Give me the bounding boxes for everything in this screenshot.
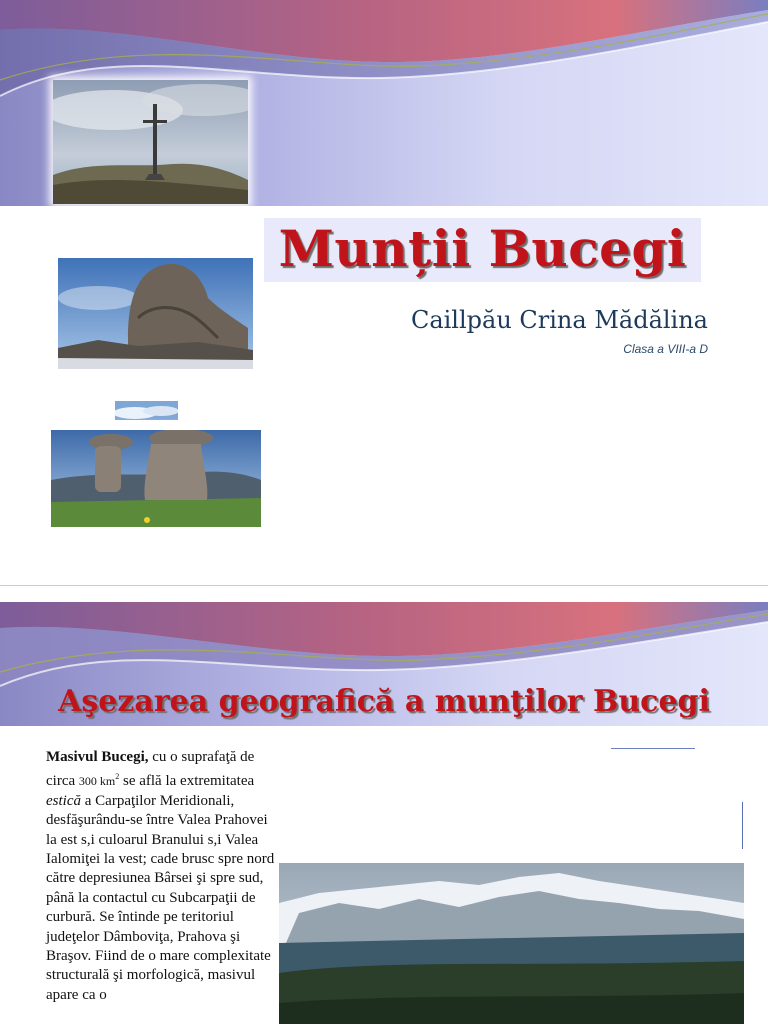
crucea-caraiman-photo — [53, 80, 248, 204]
section-heading: Aşezarea geografică a munţilor Bucegi — [58, 684, 710, 719]
sfinxul-photo — [58, 258, 253, 369]
page-title: Munții Bucegi — [278, 219, 687, 278]
header-band-2 — [0, 602, 768, 726]
area-unit-sup: 2 — [115, 772, 120, 782]
decorative-line — [611, 748, 695, 749]
babele-photo — [51, 430, 261, 527]
small-sky-photo — [115, 401, 178, 420]
class-label: Clasa a VIII-a D — [623, 342, 708, 356]
geography-paragraph — [46, 748, 276, 1005]
slide-divider — [0, 585, 768, 586]
bucegi-panorama-photo — [279, 863, 744, 1024]
author-name: Caillpău Crina Mădălina — [410, 306, 708, 334]
decorative-vertical-line — [742, 802, 743, 849]
geography-slide — [0, 602, 768, 1024]
area-value: 300 km — [78, 774, 116, 789]
paragraph-bold-start: Masivul Bucegi, — [46, 749, 149, 765]
paragraph-part1: cu o suprafaţă de circa — [46, 749, 255, 790]
paragraph-italic: estică — [46, 792, 81, 809]
title-box — [264, 218, 701, 282]
paragraph-part3: a Carpaţilor Meridionali, desfăşurându-se între Valea Prahovei la est s,i culoarul Branului s,i Valea Ialomiţei la vest; cade brusc spre nord către depresiunea Bârsei şi spre sud, până la contactul cu Subcarpaţii de curbură. Se întinde pe teritoriul judeţelor Dâmboviţa, Prahova şi Braşov. Fiind de o mare complexitate structurală şi morfologică, masivul apare ca o — [46, 792, 275, 1003]
paragraph-part2: se află la extremitatea — [119, 773, 255, 790]
